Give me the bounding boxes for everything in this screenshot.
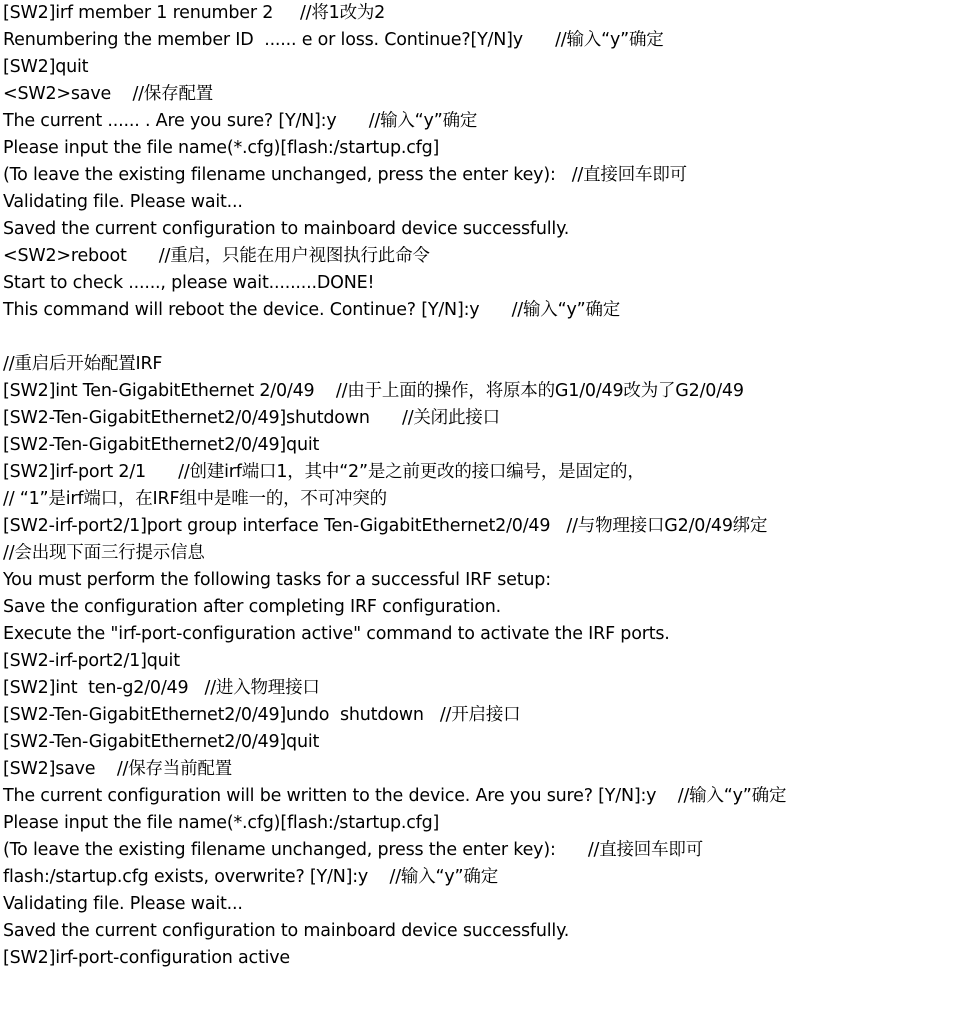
- text-line: [SW2]int ten-g2/0/49 //进入物理接口: [3, 678, 320, 698]
- text-line: Saved the current configuration to mainboard device successfully.: [3, 921, 570, 941]
- text-line: [SW2]irf-port 2/1 //创建irf端口1，其中“2”是之前更改的接口编号，是固定的，: [3, 462, 645, 482]
- text-line: Saved the current configuration to mainboard device successfully.: [3, 219, 570, 239]
- text-line: (To leave the existing filename unchanged, press the enter key): //直接回车即可: [3, 165, 687, 185]
- text-line: Start to check ......, please wait.........DONE!: [3, 273, 375, 293]
- text-line: [SW2-irf-port2/1]port group interface Ten-GigabitEthernet2/0/49 //与物理接口G2/0/49绑定: [3, 516, 768, 536]
- text-line: This command will reboot the device. Continue? [Y/N]:y //输入“y”确定: [3, 300, 621, 320]
- text-line: Renumbering the member ID ...... e or loss. Continue?[Y/N]y //输入“y”确定: [3, 30, 664, 50]
- text-line: (To leave the existing filename unchanged, press the enter key): //直接回车即可: [3, 840, 704, 860]
- text-line: Please input the file name(*.cfg)[flash:/startup.cfg]: [3, 138, 440, 158]
- text-line: [SW2]quit: [3, 57, 89, 77]
- text-line: [SW2-Ten-GigabitEthernet2/0/49]shutdown //关闭此接口: [3, 408, 500, 428]
- text-line: [SW2]irf member 1 renumber 2 //将1改为2: [3, 3, 386, 23]
- text-line: flash:/startup.cfg exists, overwrite? [Y/N]:y //输入“y”确定: [3, 867, 499, 887]
- text-line: [SW2-Ten-GigabitEthernet2/0/49]quit: [3, 435, 320, 455]
- text-line: You must perform the following tasks for a successful IRF setup:: [3, 570, 551, 590]
- text-line: // “1”是irf端口，在IRF组中是唯一的，不可冲突的: [3, 489, 387, 509]
- text-line: [SW2]irf-port-configuration active: [3, 948, 291, 968]
- text-line: Validating file. Please wait...: [3, 192, 243, 212]
- text-line: Please input the file name(*.cfg)[flash:/startup.cfg]: [3, 813, 440, 833]
- text-line: The current configuration will be written to the device. Are you sure? [Y/N]:y //输入“y”确定: [3, 786, 787, 806]
- text-line: Validating file. Please wait...: [3, 894, 243, 914]
- text-line: The current ...... . Are you sure? [Y/N]:y //输入“y”确定: [3, 111, 478, 131]
- text-line: [SW2-Ten-GigabitEthernet2/0/49]undo shutdown //开启接口: [3, 705, 521, 725]
- text-line: <SW2>reboot //重启，只能在用户视图执行此命令: [3, 246, 430, 266]
- text-line: Save the configuration after completing IRF configuration.: [3, 597, 502, 617]
- text-line: [SW2-irf-port2/1]quit: [3, 651, 180, 671]
- text-line: //会出现下面三行提示信息: [3, 543, 205, 563]
- text-line: <SW2>save //保存配置: [3, 84, 214, 104]
- text-line: Execute the "irf-port-configuration active" command to activate the IRF ports.: [3, 624, 670, 644]
- text-line: [SW2]save //保存当前配置: [3, 759, 233, 779]
- text-line: [SW2]int Ten-GigabitEthernet 2/0/49 //由于上面的操作，将原本的G1/0/49改为了G2/0/49: [3, 381, 744, 401]
- text-line: //重启后开始配置IRF: [3, 354, 163, 374]
- text-line: [SW2-Ten-GigabitEthernet2/0/49]quit: [3, 732, 320, 752]
